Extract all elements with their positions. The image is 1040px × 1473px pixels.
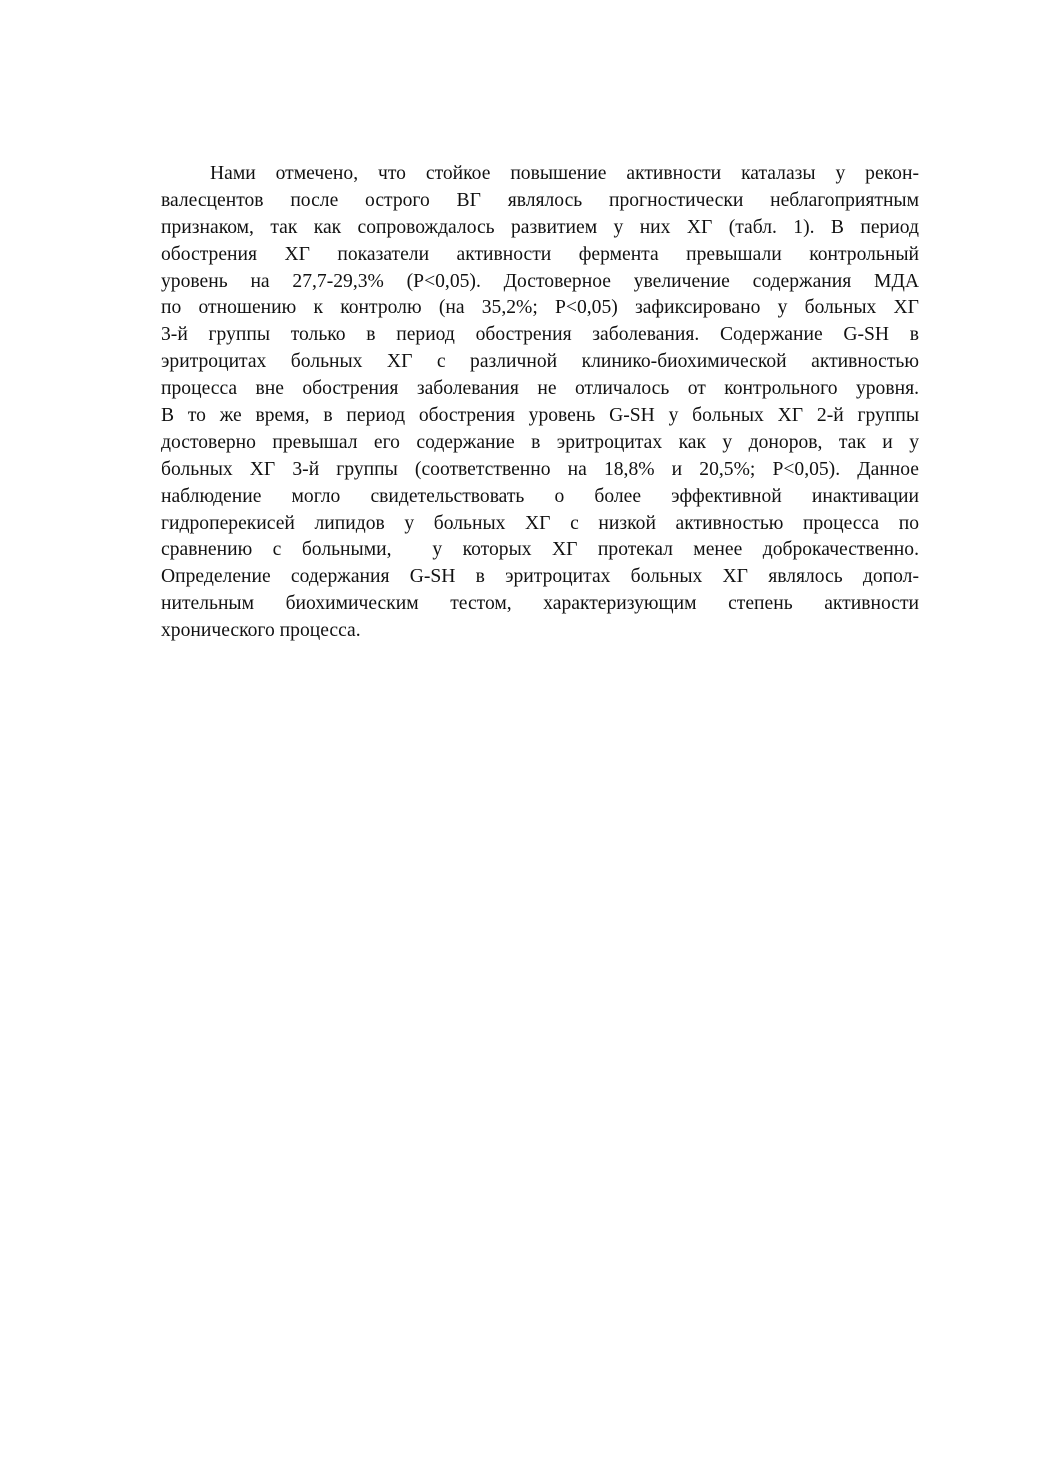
paragraph-line: больных ХГ 3-й группы (соответственно на 18,8% и 20,5%; P<0,05). Данное: [161, 458, 919, 480]
paragraph-line: уровень на 27,7-29,3% (P<0,05). Достоверное увеличение содержания МДА: [161, 270, 919, 292]
paragraph-line: эритроцитах больных ХГ с различной клинико-биохимической активностью: [161, 351, 919, 373]
paragraph-line: гидроперекисей липидов у больных ХГ с низкой активностью процесса по: [161, 512, 919, 534]
paragraph-line: сравнению с больными, у которых ХГ протекал менее доброкачественно.: [161, 539, 919, 561]
paragraph-line: признаком, так как сопровождалось развитием у них ХГ (табл. 1). В период: [161, 216, 919, 238]
paragraph-line: достоверно превышал его содержание в эритроцитах как у доноров, так и у: [161, 431, 919, 453]
paragraph-line: наблюдение могло свидетельствовать о более эффективной инактивации: [161, 485, 919, 507]
paragraph-line: обострения ХГ показатели активности фермента превышали контрольный: [161, 243, 919, 265]
paragraph-line: Нами отмечено, что стойкое повышение активности каталазы у рекон-: [210, 163, 919, 184]
paragraph-line: нительным биохимическим тестом, характеризующим степень активности: [161, 593, 919, 615]
paragraph-line: по отношению к контролю (на 35,2%; P<0,05) зафиксировано у больных ХГ: [161, 297, 919, 319]
paragraph-line: Определение содержания G-SH в эритроцитах больных ХГ являлось допол-: [161, 566, 919, 588]
paragraph-line: процесса вне обострения заболевания не отличалось от контрольного уровня.: [161, 378, 919, 400]
paragraph-line: В то же время, в период обострения уровень G-SH у больных ХГ 2-й группы: [161, 405, 919, 427]
body-paragraph: [161, 161, 919, 645]
paragraph-line: валесцентов после острого ВГ являлось прогностически неблагоприятным: [161, 189, 919, 211]
paragraph-line: хронического процесса.: [161, 620, 361, 642]
paragraph-line: 3-й группы только в период обострения заболевания. Содержание G-SH в: [161, 324, 919, 346]
